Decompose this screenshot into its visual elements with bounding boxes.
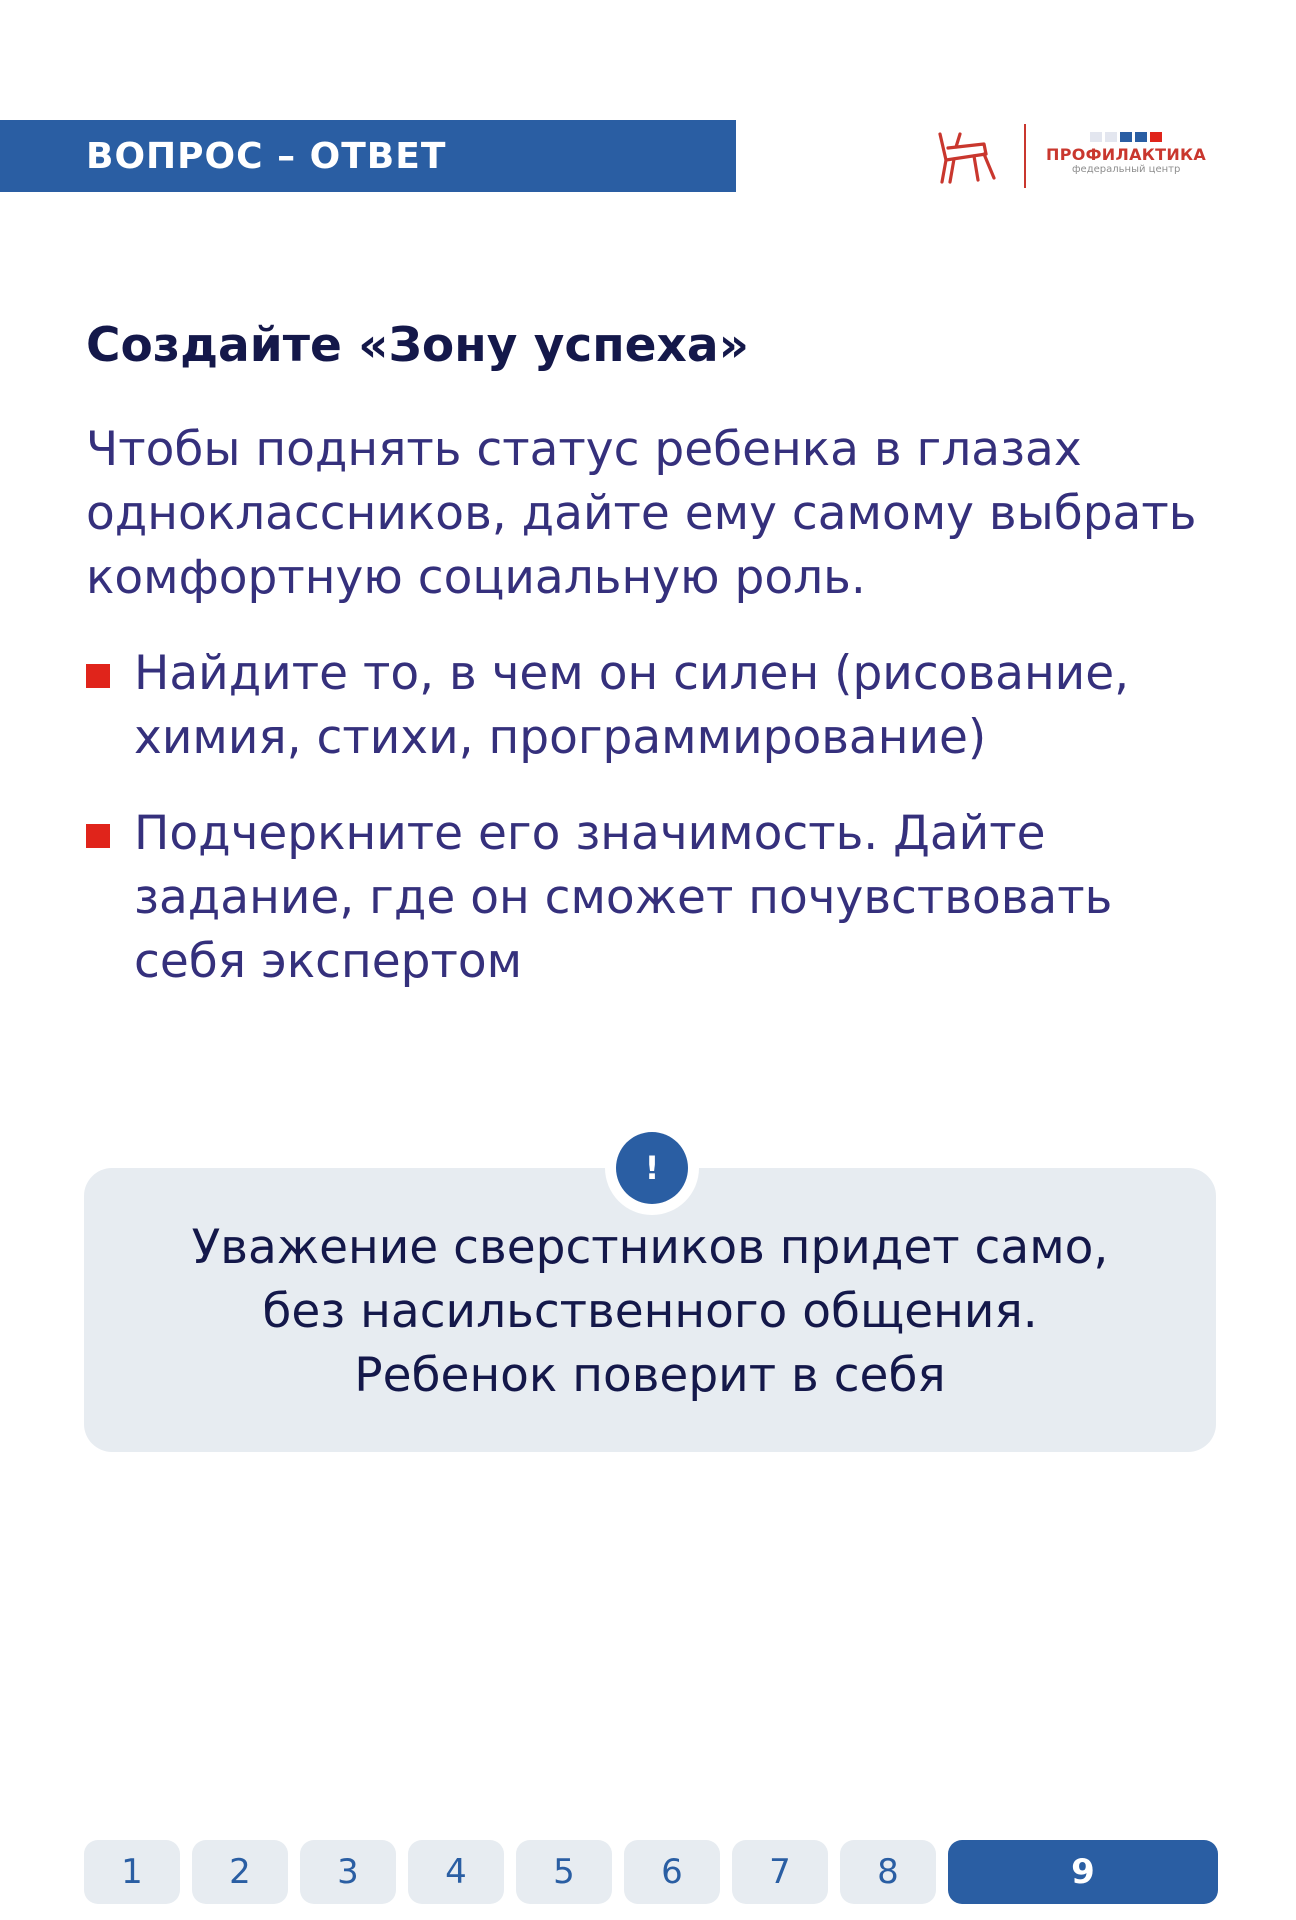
chair-icon bbox=[934, 130, 998, 186]
bullet-square-icon bbox=[86, 824, 110, 848]
page-button-6[interactable]: 6 bbox=[624, 1840, 720, 1904]
pagination bbox=[84, 1840, 1218, 1904]
brand-logo bbox=[934, 124, 1224, 190]
page-button-4[interactable]: 4 bbox=[408, 1840, 504, 1904]
page-button-5[interactable]: 5 bbox=[516, 1840, 612, 1904]
list-item bbox=[86, 642, 1236, 770]
bullet-square-icon bbox=[86, 664, 110, 688]
callout-line: Ребенок поверит в себя bbox=[354, 1348, 946, 1403]
section-header-band bbox=[0, 120, 736, 192]
logo-subtitle: федеральный центр bbox=[1072, 164, 1181, 175]
tips-list bbox=[86, 642, 1236, 1026]
logo-text bbox=[1046, 132, 1226, 176]
callout-text bbox=[84, 1216, 1216, 1408]
page-title: Создайте «Зону успеха» bbox=[86, 318, 749, 373]
page-button-1[interactable]: 1 bbox=[84, 1840, 180, 1904]
page-button-3[interactable]: 3 bbox=[300, 1840, 396, 1904]
page-button-8[interactable]: 8 bbox=[840, 1840, 936, 1904]
list-item-text: Найдите то, в чем он силен (рисование, химия, стихи, программирование) bbox=[134, 646, 1130, 765]
intro-paragraph: Чтобы поднять статус ребенка в глазах одноклассников, дайте ему самому выбрать комфортную социальную роль. bbox=[86, 422, 1197, 605]
page-button-2[interactable]: 2 bbox=[192, 1840, 288, 1904]
list-item bbox=[86, 802, 1236, 994]
callout-line: Уважение сверстников придет само, bbox=[191, 1220, 1109, 1275]
page-button-7[interactable]: 7 bbox=[732, 1840, 828, 1904]
logo-squares bbox=[1090, 132, 1226, 142]
exclamation-icon: ! bbox=[616, 1132, 688, 1204]
logo-divider bbox=[1024, 124, 1026, 188]
callout-line: без насильственного общения. bbox=[262, 1284, 1038, 1339]
list-item-text: Подчеркните его значимость. Дайте задание, где он сможет почувствовать себя экспертом bbox=[134, 806, 1113, 989]
logo-title: ПРОФИЛАКТИКА bbox=[1046, 145, 1207, 164]
section-header-label: ВОПРОС – ОТВЕТ bbox=[86, 135, 447, 177]
page-button-9-active[interactable]: 9 bbox=[948, 1840, 1218, 1904]
